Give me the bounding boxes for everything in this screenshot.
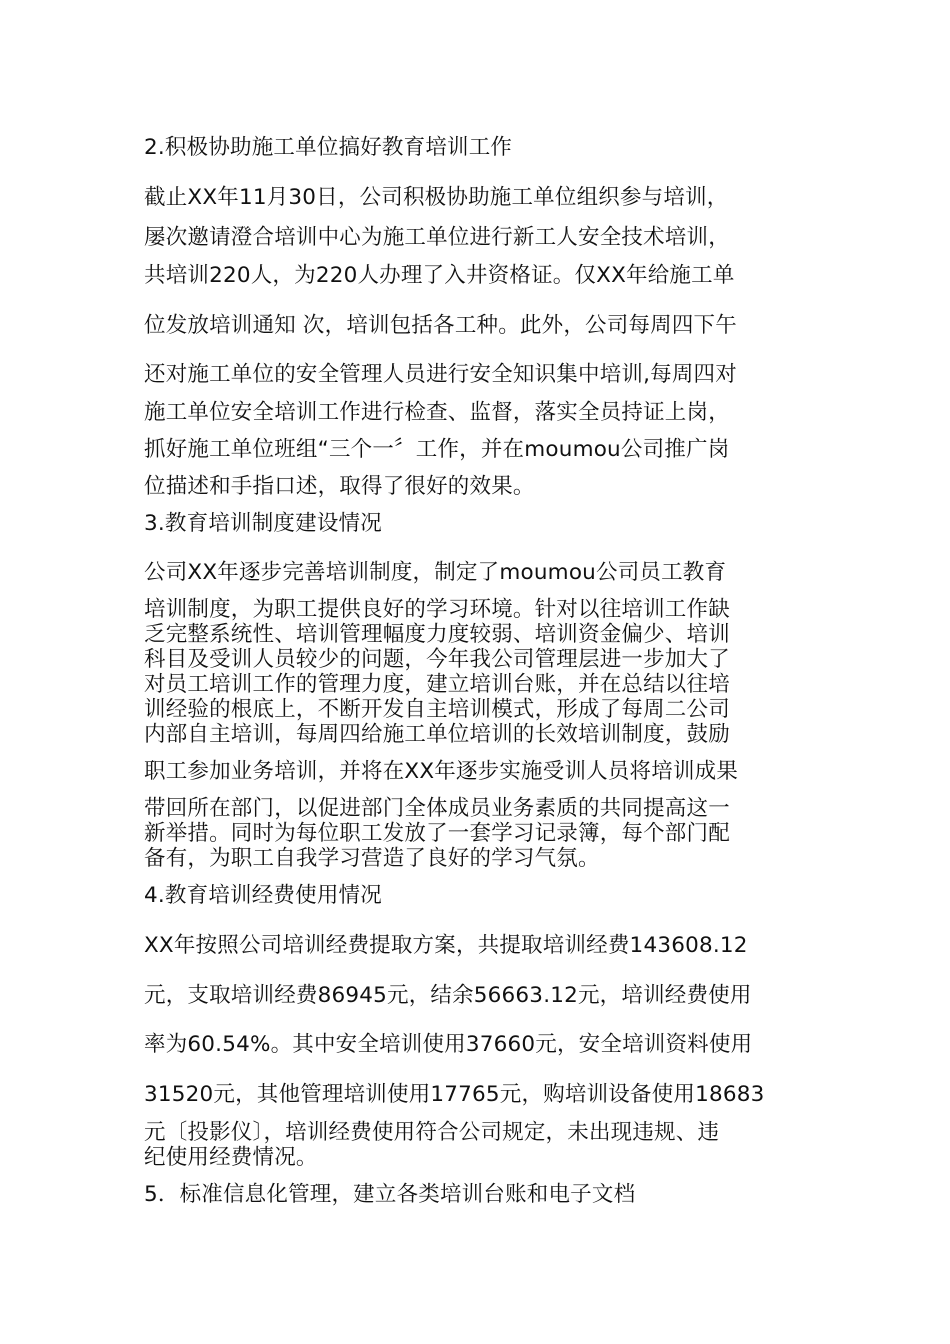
paragraph-line: 位发放培训通知 次，培训包括各工种。此外，公司每周四下午 (144, 313, 737, 338)
paragraph-line: 内部自主培训，每周四给施工单位培训的长效培训制度，鼓励 (144, 722, 730, 747)
paragraph-line: 位描述和手指口述，取得了很好的效果。 (144, 474, 535, 499)
paragraph-line: 抓好施工单位班组“三个一〞工作，并在moumou公司推广岗 (144, 437, 730, 462)
paragraph-line: XX年按照公司培训经费提取方案，共提取培训经费143608.12 (144, 933, 748, 958)
paragraph-line: 施工单位安全培训工作进行检查、监督，落实全员持证上岗， (144, 400, 730, 425)
paragraph-line: 还对施工单位的安全管理人员进行安全知识集中培训,每周四对 (144, 362, 737, 387)
section-heading: 5．标准信息化管理，建立各类培训台账和电子文档 (144, 1182, 636, 1207)
paragraph-line: 共培训220人，为220人办理了入井资格证。仅XX年给施工单 (144, 263, 735, 288)
paragraph-line: 元，支取培训经费86945元，结余56663.12元，培训经费使用 (144, 983, 752, 1008)
paragraph-line: 率为60.54%。其中安全培训使用37660元，安全培训资料使用 (144, 1032, 753, 1057)
paragraph-line: 屡次邀请澄合培训中心为施工单位进行新工人安全技术培训， (144, 225, 730, 250)
paragraph-line: 培训制度，为职工提供良好的学习环境。针对以往培训工作缺 (144, 597, 730, 622)
paragraph-line: 带回所在部门，以促进部门全体成员业务素质的共同提高这一 (144, 796, 730, 821)
paragraph-line: 训经验的根底上，不断开发自主培训模式，形成了每周二公司 (144, 697, 730, 722)
paragraph-line: 31520元，其他管理培训使用17765元，购培训设备使用18683 (144, 1082, 765, 1107)
paragraph-line: 新举措。同时为每位职工发放了一套学习记录簿，每个部门配 (144, 821, 730, 846)
paragraph-line: 备有，为职工自我学习营造了良好的学习气氛。 (144, 846, 600, 871)
paragraph-line: 公司XX年逐步完善培训制度，制定了moumou公司员工教育 (144, 560, 727, 585)
section-heading: 2.积极协助施工单位搞好教育培训工作 (144, 135, 513, 160)
section-heading: 4.教育培训经费使用情况 (144, 883, 382, 908)
paragraph-line: 截止XX年11月30日，公司积极协助施工单位组织参与培训， (144, 185, 729, 210)
paragraph-line: 纪使用经费情况。 (144, 1145, 318, 1170)
paragraph-line: 对员工培训工作的管理力度，建立培训台账，并在总结以往培 (144, 672, 730, 697)
section-heading: 3.教育培训制度建设情况 (144, 511, 382, 536)
paragraph-line: 职工参加业务培训，并将在XX年逐步实施受训人员将培训成果 (144, 759, 739, 784)
paragraph-line: 科目及受训人员较少的问题，今年我公司管理层进一步加大了 (144, 647, 730, 672)
paragraph-line: 元〔投影仪〕，培训经费使用符合公司规定，未出现违规、违 (144, 1120, 720, 1145)
paragraph-line: 乏完整系统性、培训管理幅度力度较弱、培训资金偏少、培训 (144, 622, 730, 647)
